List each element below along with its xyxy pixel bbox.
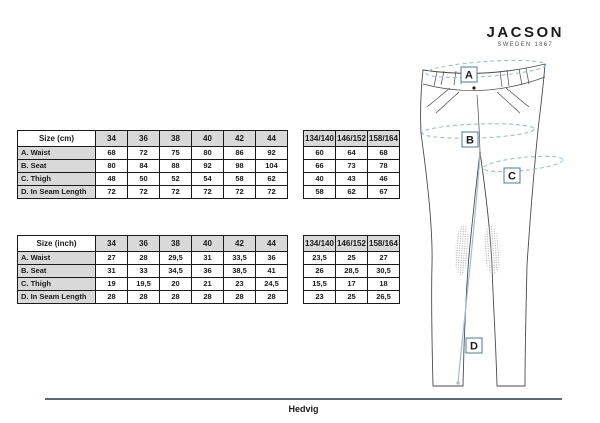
size-value-cell: 58 [304, 186, 336, 199]
brand-name: JACSON [486, 24, 564, 41]
size-value-cell: 60 [304, 147, 336, 160]
size-value-cell: 58 [224, 173, 256, 186]
label-box-a [461, 67, 477, 82]
column-header: 42 [224, 131, 256, 147]
size-value-cell: 38,5 [224, 265, 256, 278]
column-header: Size (cm) [18, 131, 96, 147]
row-label: C. Thigh [18, 173, 96, 186]
size-value-cell: 40 [304, 173, 336, 186]
brand-tagline: SWEDEN 1867 [497, 42, 554, 48]
size-value-cell: 27 [96, 252, 128, 265]
size-value-cell: 23,5 [304, 252, 336, 265]
size-value-cell: 84 [128, 160, 160, 173]
brand-logo [486, 24, 564, 48]
size-value-cell: 72 [192, 186, 224, 199]
column-header: Size (inch) [18, 236, 96, 252]
column-header: 36 [128, 131, 160, 147]
table-row [18, 252, 288, 265]
size-value-cell: 28 [192, 291, 224, 304]
row-label: B. Seat [18, 265, 96, 278]
size-value-cell: 28 [128, 252, 160, 265]
footer-divider [45, 398, 562, 400]
label-c: C [508, 170, 516, 183]
column-header: 38 [160, 236, 192, 252]
row-label: C. Thigh [18, 278, 96, 291]
size-value-cell: 52 [160, 173, 192, 186]
size-value-cell: 15,5 [304, 278, 336, 291]
size-value-cell: 28 [256, 291, 288, 304]
inseam-line-end [456, 381, 459, 384]
column-header: 40 [192, 236, 224, 252]
product-name: Hedvig [288, 404, 319, 414]
row-label: A. Waist [18, 252, 96, 265]
size-value-cell: 75 [160, 147, 192, 160]
size-value-cell: 19,5 [128, 278, 160, 291]
size-value-cell: 26 [304, 265, 336, 278]
table-row [304, 147, 400, 160]
size-value-cell: 67 [368, 186, 400, 199]
table-row [304, 160, 400, 173]
row-label: D. In Seam Length [18, 186, 96, 199]
size-value-cell: 28 [128, 291, 160, 304]
size-value-cell: 72 [128, 186, 160, 199]
table-row [18, 173, 288, 186]
size-value-cell: 80 [96, 160, 128, 173]
size-value-cell: 66 [304, 160, 336, 173]
size-value-cell: 72 [96, 186, 128, 199]
size-value-cell: 28 [96, 291, 128, 304]
size-value-cell: 30,5 [368, 265, 400, 278]
size-value-cell: 68 [96, 147, 128, 160]
column-header: 158/164 [368, 131, 400, 147]
table-row [304, 252, 400, 265]
column-header: 134/140 [304, 236, 336, 252]
size-value-cell: 31 [192, 252, 224, 265]
column-header: 34 [96, 131, 128, 147]
size-value-cell: 98 [224, 160, 256, 173]
column-header: 40 [192, 131, 224, 147]
size-value-cell: 72 [256, 186, 288, 199]
column-header: 134/140 [304, 131, 336, 147]
table-row [18, 147, 288, 160]
size-value-cell: 34,5 [160, 265, 192, 278]
size-value-cell: 72 [160, 186, 192, 199]
table-row [18, 265, 288, 278]
size-table-cm-kids [303, 130, 400, 199]
size-value-cell: 27 [368, 252, 400, 265]
label-a: A [465, 69, 473, 82]
size-value-cell: 41 [256, 265, 288, 278]
column-header: 158/164 [368, 236, 400, 252]
table-row [304, 278, 400, 291]
size-value-cell: 64 [336, 147, 368, 160]
table-row [18, 291, 288, 304]
size-table-cm-adult [17, 130, 288, 199]
size-value-cell: 88 [160, 160, 192, 173]
table-row [18, 186, 288, 199]
size-value-cell: 28 [160, 291, 192, 304]
column-header: 42 [224, 236, 256, 252]
size-value-cell: 17 [336, 278, 368, 291]
size-value-cell: 80 [192, 147, 224, 160]
size-value-cell: 23 [224, 278, 256, 291]
column-header: 44 [256, 236, 288, 252]
column-header: 34 [96, 236, 128, 252]
table-row [18, 278, 288, 291]
size-value-cell: 104 [256, 160, 288, 173]
label-box-c [504, 168, 520, 183]
table-row [304, 265, 400, 278]
size-value-cell: 48 [96, 173, 128, 186]
size-table-inch-kids [303, 235, 400, 304]
column-header: 146/152 [336, 131, 368, 147]
size-value-cell: 92 [256, 147, 288, 160]
size-value-cell: 23 [304, 291, 336, 304]
label-box-d [466, 338, 482, 353]
waist-button [472, 86, 475, 89]
table-row [304, 291, 400, 304]
size-value-cell: 26,5 [368, 291, 400, 304]
size-value-cell: 18 [368, 278, 400, 291]
size-value-cell: 24,5 [256, 278, 288, 291]
size-value-cell: 20 [160, 278, 192, 291]
size-value-cell: 54 [192, 173, 224, 186]
column-header: 44 [256, 131, 288, 147]
size-value-cell: 36 [256, 252, 288, 265]
table-row [304, 173, 400, 186]
breeches-measurement-diagram [396, 52, 568, 392]
size-value-cell: 28,5 [336, 265, 368, 278]
breeches-outline [421, 64, 545, 386]
column-header: 146/152 [336, 236, 368, 252]
size-value-cell: 62 [336, 186, 368, 199]
size-value-cell: 19 [96, 278, 128, 291]
size-value-cell: 28 [224, 291, 256, 304]
column-header: 38 [160, 131, 192, 147]
size-value-cell: 29,5 [160, 252, 192, 265]
size-value-cell: 46 [368, 173, 400, 186]
size-value-cell: 86 [224, 147, 256, 160]
row-label: D. In Seam Length [18, 291, 96, 304]
size-value-cell: 33 [128, 265, 160, 278]
row-label: B. Seat [18, 160, 96, 173]
size-value-cell: 68 [368, 147, 400, 160]
size-value-cell: 43 [336, 173, 368, 186]
size-value-cell: 78 [368, 160, 400, 173]
size-table-inch-adult [17, 235, 288, 304]
label-b: B [466, 134, 474, 147]
column-header: 36 [128, 236, 160, 252]
size-value-cell: 33,5 [224, 252, 256, 265]
row-label: A. Waist [18, 147, 96, 160]
table-row [18, 160, 288, 173]
size-value-cell: 21 [192, 278, 224, 291]
size-value-cell: 73 [336, 160, 368, 173]
size-value-cell: 62 [256, 173, 288, 186]
size-value-cell: 92 [192, 160, 224, 173]
table-row [304, 186, 400, 199]
label-box-b [462, 132, 478, 147]
size-value-cell: 36 [192, 265, 224, 278]
size-value-cell: 50 [128, 173, 160, 186]
size-value-cell: 72 [224, 186, 256, 199]
size-value-cell: 31 [96, 265, 128, 278]
size-value-cell: 25 [336, 291, 368, 304]
label-d: D [470, 340, 478, 353]
size-value-cell: 72 [128, 147, 160, 160]
size-value-cell: 25 [336, 252, 368, 265]
